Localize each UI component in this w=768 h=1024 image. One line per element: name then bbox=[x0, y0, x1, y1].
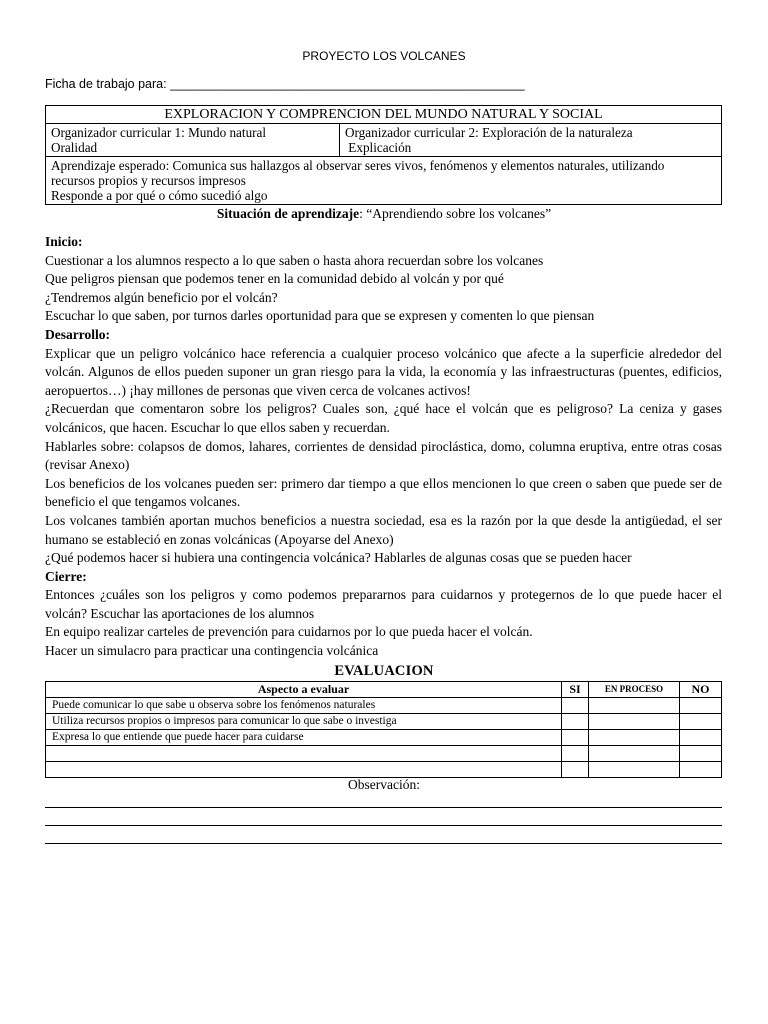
si-cell[interactable] bbox=[562, 698, 589, 714]
inicio-line: ¿Tendremos algún beneficio por el volcán? bbox=[45, 289, 278, 305]
observacion-label: Observación: bbox=[348, 777, 420, 792]
situacion-aprendizaje bbox=[0, 206, 768, 222]
desarrollo-paragraph: Los beneficios de los volcanes pueden ser: primero dar tiempo a que ellos mencionen lo que creen o saben que puede ser de beneficio el que tengamos volcanes. bbox=[45, 475, 722, 510]
en-proceso-cell[interactable] bbox=[589, 730, 680, 746]
si-cell[interactable] bbox=[562, 714, 589, 730]
aprendizaje-cell bbox=[46, 157, 722, 205]
desarrollo-paragraph: ¿Recuerdan que comentaron sobre los peligros? Cuales son, ¿qué hace el volcán que es peligroso? La ceniza y gases volcánicos, que hacen. Escuchar lo que ellos saben y recuerdan. bbox=[45, 401, 722, 435]
table-row bbox=[46, 730, 722, 746]
inicio-line: Escuchar lo que saben, por turnos darles oportunidad para que se expresen y comenten lo que piensan bbox=[45, 308, 595, 324]
desarrollo-paragraph: Hablarles sobre: colapsos de domos, lahares, corrientes de densidad piroclástica, domo, columna eruptiva, entre otras cosas (revisar Anexo) bbox=[45, 438, 722, 473]
observacion-line[interactable] bbox=[45, 825, 722, 826]
desarrollo-paragraph: ¿Qué podemos hacer si hubiera una contingencia volcánica? Hablarles de algunas cosas que se pueden hacer bbox=[45, 550, 632, 566]
evaluation-table bbox=[45, 681, 722, 778]
organizador-1-line2: Oralidad bbox=[51, 140, 98, 155]
si-cell[interactable] bbox=[562, 746, 589, 762]
table-row bbox=[46, 762, 722, 778]
table-row bbox=[46, 746, 722, 762]
aspecto-cell: Expresa lo que entiende que puede hacer para cuidarse bbox=[46, 730, 562, 746]
en-proceso-cell[interactable] bbox=[589, 762, 680, 778]
desarrollo-paragraph: Explicar que un peligro volcánico hace referencia a cualquier proceso volcánico que afecte a la superficie alrededor del volcán. Algunos de ellos pueden suponer un gran riesgo para la vida, la economía y las infraestructuras (puentes, edificios, aeropuertos…) ¡hay millones de personas que viven cerca de volcanes activos! bbox=[45, 345, 722, 398]
observacion-line[interactable] bbox=[45, 807, 722, 808]
no-cell[interactable] bbox=[680, 746, 722, 762]
no-cell[interactable] bbox=[680, 714, 722, 730]
curriculum-table bbox=[45, 105, 722, 205]
si-cell[interactable] bbox=[562, 762, 589, 778]
en-proceso-cell[interactable] bbox=[589, 746, 680, 762]
organizador-2-line1: Organizador curricular 2: Exploración de la naturaleza bbox=[345, 125, 633, 140]
situacion-label: Situación de aprendizaje bbox=[216, 206, 360, 221]
aspecto-cell[interactable] bbox=[46, 746, 562, 762]
inicio-heading: Inicio: bbox=[45, 234, 83, 249]
aspecto-cell: Puede comunicar lo que sabe u observa sobre los fenómenos naturales bbox=[46, 698, 562, 714]
curriculum-heading: EXPLORACION Y COMPRENCION DEL MUNDO NATURAL Y SOCIAL bbox=[46, 106, 722, 124]
inicio-line: Que peligros piensan que podemos tener en la comunidad debido al volcán y por qué bbox=[45, 271, 504, 287]
desarrollo-heading: Desarrollo: bbox=[45, 326, 110, 342]
table-row bbox=[46, 698, 722, 714]
no-cell[interactable] bbox=[680, 698, 722, 714]
column-header-no: NO bbox=[680, 682, 722, 698]
si-cell[interactable] bbox=[562, 730, 589, 746]
aspecto-cell[interactable] bbox=[46, 762, 562, 778]
cierre-paragraph: Entonces ¿cuáles son los peligros y como podemos prepararnos para cuidarnos y protegernos de lo que puede hacer el volcán? Escuchar las aportaciones de los alumnos bbox=[45, 587, 722, 621]
evaluacion-title: EVALUACION bbox=[334, 663, 434, 679]
en-proceso-cell[interactable] bbox=[589, 714, 680, 730]
no-cell[interactable] bbox=[680, 730, 722, 746]
document-title: PROYECTO LOS VOLCANES bbox=[302, 49, 466, 63]
situacion-value: : “Aprendiendo sobre los volcanes” bbox=[359, 206, 552, 221]
organizador-2-line2: Explicación bbox=[345, 140, 412, 155]
no-cell[interactable] bbox=[680, 762, 722, 778]
ficha-label: Ficha de trabajo para: ___________________________________________________ bbox=[45, 77, 525, 91]
cierre-heading: Cierre: bbox=[45, 568, 87, 584]
organizador-1-line1: Organizador curricular 1: Mundo natural bbox=[51, 125, 267, 140]
aprendizaje-line3: Responde a por qué o cómo sucedió algo bbox=[51, 188, 268, 203]
cierre-paragraph: En equipo realizar carteles de prevención para cuidarnos por lo que pueda hacer el volcán. bbox=[45, 624, 533, 640]
aspecto-cell: Utiliza recursos propios o impresos para comunicar lo que sabe o investiga bbox=[46, 714, 562, 730]
observacion-line[interactable] bbox=[45, 843, 722, 844]
column-header-si: SI bbox=[562, 682, 589, 698]
table-row bbox=[46, 714, 722, 730]
column-header-en-proceso: EN PROCESO bbox=[589, 682, 680, 698]
column-header-aspecto: Aspecto a evaluar bbox=[46, 682, 562, 698]
organizador-2-cell bbox=[340, 124, 722, 157]
desarrollo-paragraph: Los volcanes también aportan muchos beneficios a nuestra sociedad, esa es la razón por la que desde la antigüedad, el ser humano se estableció en zonas volcánicas (Apoyarse del Anexo) bbox=[45, 512, 722, 547]
organizador-1-cell bbox=[46, 124, 340, 157]
lesson-body bbox=[45, 233, 722, 661]
en-proceso-cell[interactable] bbox=[589, 698, 680, 714]
aprendizaje-line1: Aprendizaje esperado: Comunica sus hallazgos al observar seres vivos, fenómenos y elementos naturales, utilizando bbox=[51, 158, 665, 173]
cierre-paragraph: Hacer un simulacro para practicar una contingencia volcánica bbox=[45, 643, 379, 659]
table-header-row bbox=[46, 682, 722, 698]
aprendizaje-line2: recursos propios y recursos impresos bbox=[51, 173, 246, 188]
inicio-line: Cuestionar a los alumnos respecto a lo que saben o hasta ahora recuerdan sobre los volcanes bbox=[45, 252, 544, 268]
